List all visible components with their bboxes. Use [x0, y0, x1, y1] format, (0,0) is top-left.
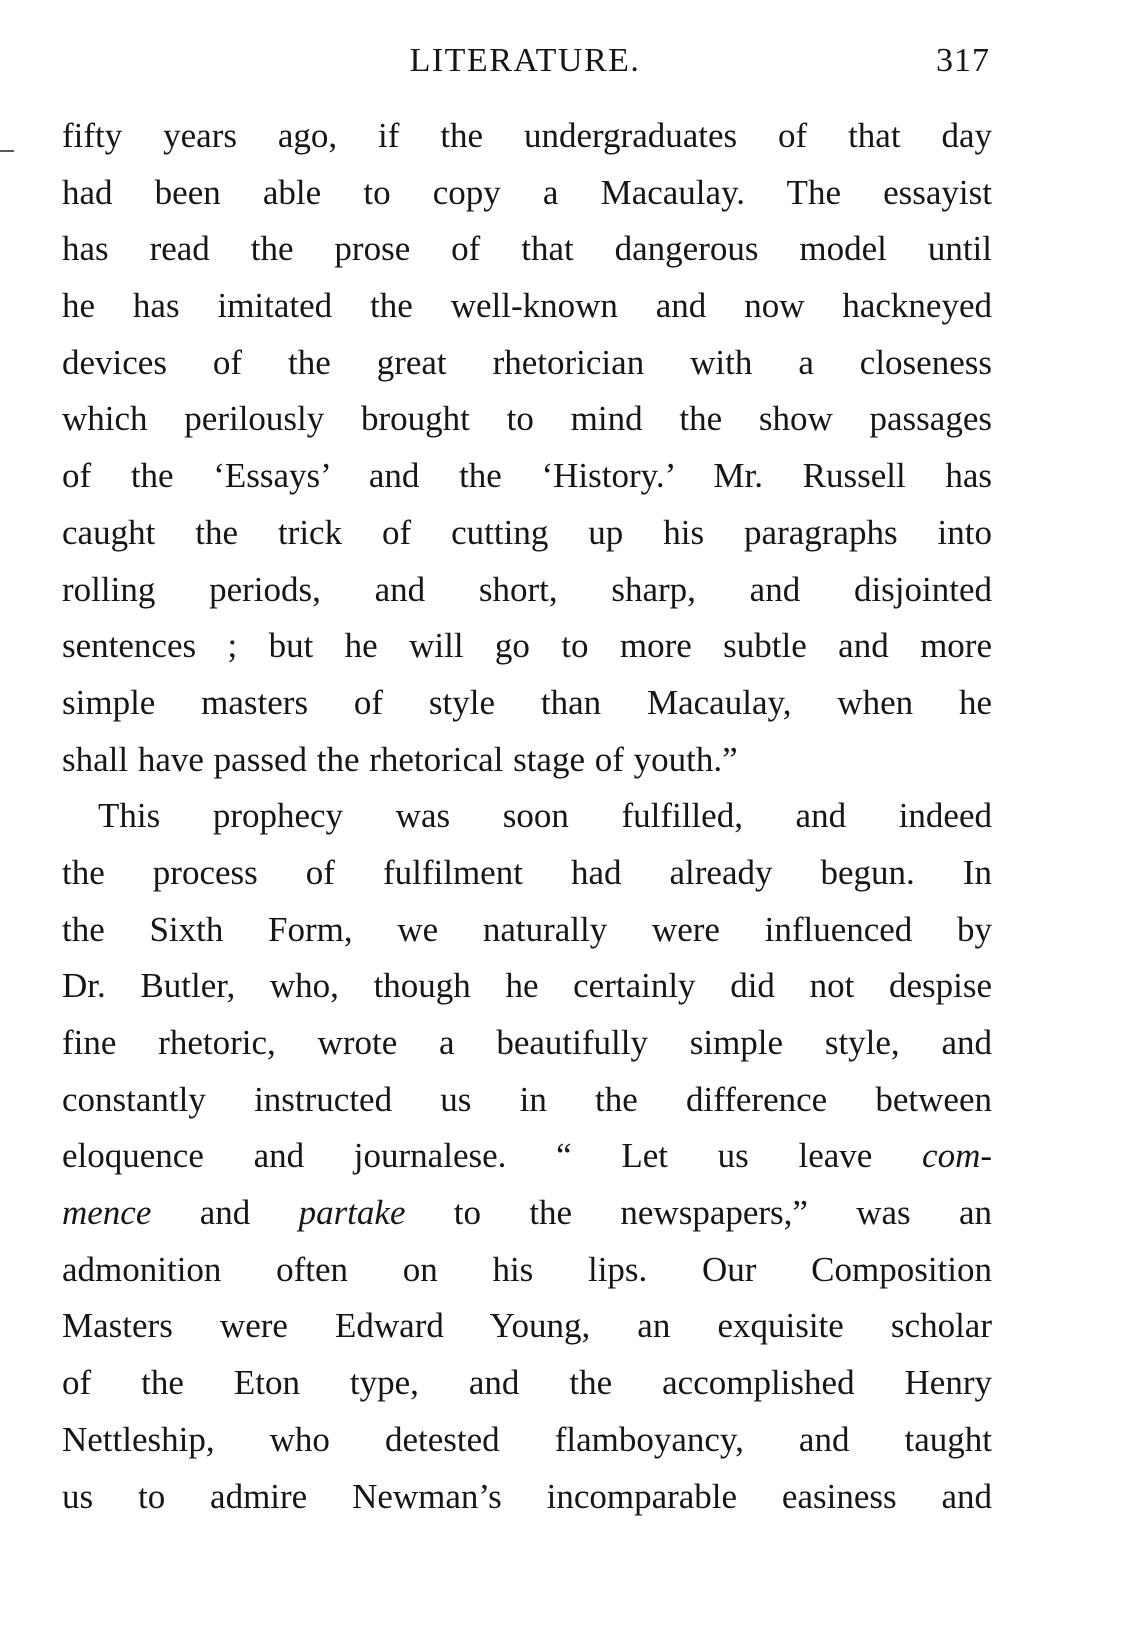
text-line: Dr. Butler, who, though he certainly did not despise — [62, 966, 992, 1006]
body-text — [62, 108, 992, 1525]
text-line: sentences ; but he will go to more subtle and more — [62, 626, 992, 666]
text-line: Masters were Edward Young, an exquisite scholar — [62, 1306, 992, 1346]
text-line-with-italic — [62, 1128, 992, 1185]
text-line: has read the prose of that dangerous model until — [62, 229, 992, 269]
running-head-title: LITERATURE. — [409, 42, 641, 79]
text-line: of the ‘Essays’ and the ‘History.’ Mr. Russell has — [62, 456, 992, 496]
text-line: Nettleship, who detested flamboyancy, and taught — [62, 1419, 992, 1459]
page-number: 317 — [936, 42, 990, 79]
text-line: rolling periods, and short, sharp, and disjointed — [62, 569, 992, 609]
paragraph-end-line: shall have passed the rhetorical stage of youth.” — [62, 739, 738, 779]
text-run: eloquence and journalese. “ Let us leave — [62, 1136, 873, 1176]
margin-mark — [0, 150, 14, 152]
text-line: caught the trick of cutting up his paragraphs into — [62, 512, 992, 552]
text-line: devices of the great rhetorician with a closeness — [62, 342, 992, 382]
text-line: fifty years ago, if the undergraduates of that day — [62, 116, 992, 155]
text-line: which perilously brought to mind the show passages — [62, 399, 992, 439]
text-line: of the Eton type, and the accomplished Henry — [62, 1363, 992, 1403]
italic-word: com- — [922, 1136, 992, 1176]
text-line: the process of fulfilment had already begun. In — [62, 852, 992, 892]
text-line: had been able to copy a Macaulay. The essayist — [62, 172, 992, 212]
text-run: and — [199, 1193, 251, 1233]
paragraph-start-line: This prophecy was soon fulfilled, and indeed — [98, 796, 992, 836]
text-line: constantly instructed us in the difference between — [62, 1079, 992, 1119]
text-line: us to admire Newman’s incomparable easiness and — [62, 1476, 992, 1516]
text-line-with-italic — [62, 1185, 992, 1242]
text-line: he has imitated the well-known and now hackneyed — [62, 286, 992, 326]
text-line: fine rhetoric, wrote a beautifully simple style, and — [62, 1023, 992, 1062]
text-line: simple masters of style than Macaulay, when he — [62, 682, 992, 722]
text-line: the Sixth Form, we naturally were influenced by — [62, 909, 992, 949]
text-run: to the newspapers,” was an — [453, 1193, 993, 1233]
italic-word: mence — [62, 1193, 152, 1233]
text-line: admonition often on his lips. Our Composition — [62, 1249, 992, 1289]
italic-word: partake — [298, 1193, 406, 1233]
running-head — [60, 38, 990, 88]
